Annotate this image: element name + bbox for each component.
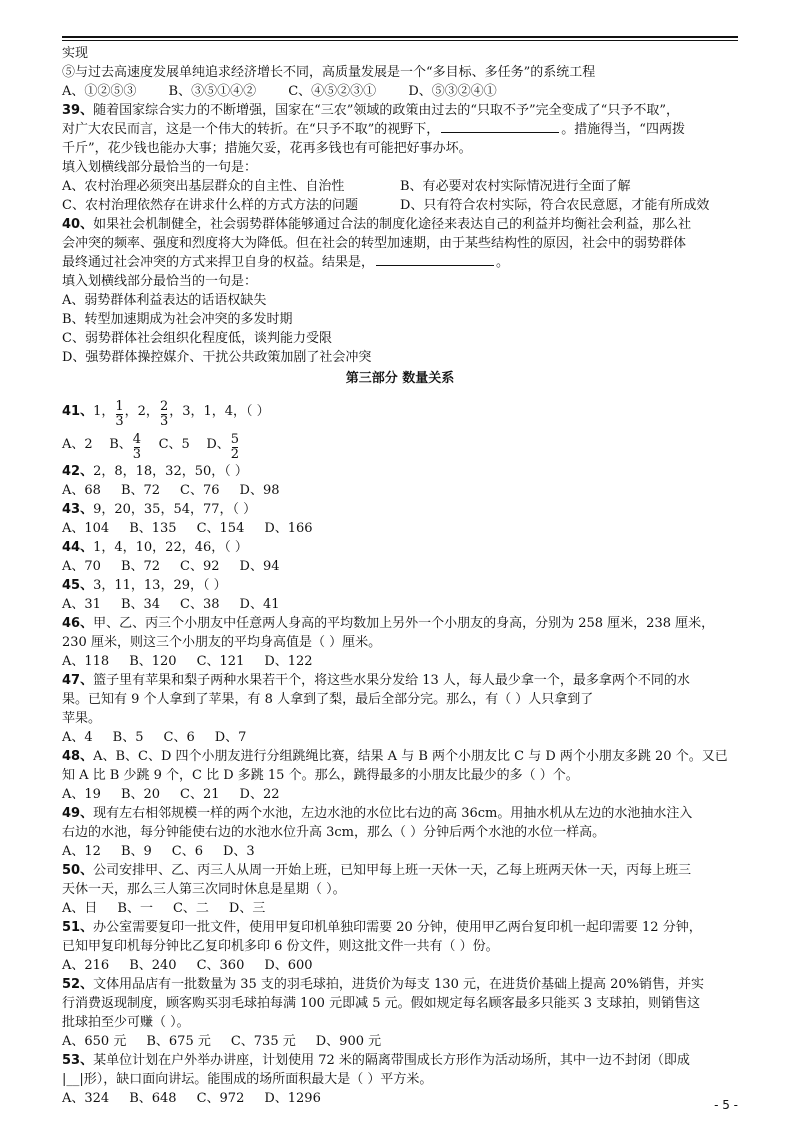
option-a: A、19 [62, 787, 101, 802]
question-number: 40、 [62, 217, 94, 232]
option-c: C、6 [171, 844, 203, 859]
question-number: 48、 [62, 749, 94, 764]
question-line: 苹果。 [62, 711, 102, 726]
question-number: 52、 [62, 977, 94, 992]
option-c: C、38 [180, 597, 220, 612]
option-b: B、72 [120, 483, 161, 498]
question-line: 果。已知有 9 个人拿到了苹果，有 8 人拿到了梨，最后全部分完。那么，有（ ）人只拿到了 [62, 692, 594, 707]
question-47: 47、篮子里有苹果和梨子两种水果若干个，将这些水果分发给 13 人，每人最少拿一个，最多拿两个不同的水 [62, 673, 690, 688]
question-number: 44、 [62, 540, 94, 555]
question-prompt: 填入划横线部分最恰当的一句是： [62, 160, 258, 175]
question-line: 对广大农民而言，这是一个伟大的转折。在“只予不取”的视野下， 。措施得当，“四两拨 [62, 122, 685, 137]
option-row [62, 433, 738, 462]
option-b: B、转型加速期成为社会冲突的多发时期 [62, 312, 293, 327]
option-b: B、③⑤①④② [168, 84, 257, 99]
option-a: A、12 [62, 844, 101, 859]
option-a: A、324 [62, 1091, 110, 1106]
option-row [62, 82, 738, 101]
option-a: A、70 [62, 559, 101, 574]
question-40: 40、如果社会机制健全，社会弱势群体能够通过合法的制度化途径来表达自己的利益并均衡社会利益，那么社 [62, 217, 692, 232]
option-c: C、972 [196, 1091, 245, 1106]
option-row [62, 595, 738, 614]
option-a: A、2 [62, 437, 93, 452]
option-d: D、22 [239, 787, 280, 802]
question-39: 39、随着国家综合实力的不断增强，国家在“三农”领域的政策由过去的“只取不予”完全变成了“只予不取”， [62, 103, 679, 118]
option-b: B、648 [129, 1091, 177, 1106]
fraction: $\frac{2}{3}$ [159, 399, 169, 429]
option-a: A、104 [62, 521, 110, 536]
continuation-line: ⑤与过去高速度发展单纯追求经济增长不同，高质量发展是一个“多目标、多任务”的系统工程 [62, 65, 596, 80]
option-row [62, 899, 738, 918]
question-number: 39、 [62, 103, 94, 118]
answer-blank [441, 120, 559, 133]
option-d: D、三 [228, 901, 266, 916]
option-a: A、68 [62, 483, 101, 498]
option-c: C、5 [158, 437, 190, 452]
option-d: D、 [206, 437, 230, 452]
fraction: $\frac{1}{3}$ [115, 399, 124, 429]
question-45: 45、3，11，13，29，（ ） [62, 578, 227, 593]
option-a: A、4 [62, 730, 93, 745]
question-number: 41、 [62, 404, 94, 419]
question-line: 天休一天，那么三人第三次同时休息是星期（ ）。 [62, 882, 346, 897]
option-d: D、⑤③②④① [408, 84, 497, 99]
question-number: 46、 [62, 616, 94, 631]
question-51: 51、办公室需要复印一批文件，使用甲复印机单独印需要 20 分钟，使用甲乙两台复印机一起印需要 12 分钟， [62, 920, 702, 935]
question-49: 49、现有左右相邻规模一样的两个水池，左边水池的水位比右边的高 36cm。用抽水机从左边的水池抽水注入 [62, 806, 693, 821]
option-c: C、154 [196, 521, 245, 536]
option-row [62, 557, 738, 576]
question-53: 53、某单位计划在户外举办讲座，计划使用 72 米的隔离带围成长方形作为活动场所，其中一边不封闭（即成 [62, 1053, 690, 1068]
header-rule-thick [62, 36, 738, 38]
option-b: B、9 [120, 844, 152, 859]
option-c: C、二 [172, 901, 209, 916]
option-row [62, 842, 738, 861]
option-c: C、76 [180, 483, 220, 498]
option-a: A、日 [62, 901, 98, 916]
option-row [62, 519, 738, 538]
option-row [62, 728, 738, 747]
page-number: - 5 - [714, 1098, 738, 1112]
option-d: D、只有符合农村实际，符合农民意愿，才能有所成效 [400, 198, 710, 213]
question-number: 47、 [62, 673, 94, 688]
option-a: A、650 元 [62, 1034, 127, 1049]
question-46: 46、甲、乙、丙三个小朋友中任意两人身高的平均数加上另外一个小朋友的身高，分别为 258 厘米，238 厘米， [62, 616, 715, 631]
option-d: D、600 [264, 958, 313, 973]
option-c: C、92 [180, 559, 220, 574]
option-c: C、21 [180, 787, 220, 802]
fraction: $\frac{5}{2}$ [230, 432, 240, 462]
question-number: 49、 [62, 806, 94, 821]
option-b: B、 [109, 437, 132, 452]
option-row [62, 956, 738, 975]
option-b: B、一 [117, 901, 153, 916]
option-b: B、240 [129, 958, 177, 973]
question-line: 行消费返现制度，顾客购买羽毛球拍每满 100 元即减 5 元。假如规定每名顾客最多只能买 3 支球拍，则销售这 [62, 996, 701, 1011]
option-d: D、122 [264, 654, 313, 669]
option-row [62, 785, 738, 804]
option-row [62, 1032, 738, 1051]
option-d: D、41 [239, 597, 280, 612]
option-row [62, 1089, 738, 1108]
option-c: C、735 元 [230, 1034, 296, 1049]
question-line: 最终通过社会冲突的方式来捍卫自身的权益。结果是， 。 [62, 255, 510, 270]
option-a: A、弱势群体利益表达的话语权缺失 [62, 293, 267, 308]
option-b: B、34 [120, 597, 161, 612]
continuation-line: 实现 [62, 46, 89, 61]
option-a: A、①②⑤③ [62, 84, 137, 99]
option-c: C、121 [196, 654, 245, 669]
option-row [62, 177, 738, 196]
question-number: 42、 [62, 464, 94, 479]
option-a: A、216 [62, 958, 110, 973]
option-b: B、72 [120, 559, 161, 574]
question-line: |__|形），缺口面向讲坛。能围成的场所面积最大是（ ）平方米。 [62, 1072, 433, 1087]
option-d: D、7 [214, 730, 247, 745]
question-line: 230 厘米，则这三个小朋友的平均身高值是（ ）厘米。 [62, 635, 382, 650]
option-b: B、135 [129, 521, 177, 536]
question-43: 43、9，20，35，54，77，（ ） [62, 502, 257, 517]
question-line: 会冲突的频率、强度和烈度将大为降低。但在社会的转型加速期，由于某些结构性的原因，社会中的弱势群体 [62, 236, 687, 251]
section-title: 第三部分 数量关系 [345, 371, 455, 386]
document-page [62, 44, 738, 1108]
question-42: 42、2，8，18，32，50，（ ） [62, 464, 248, 479]
option-b: B、5 [112, 730, 144, 745]
option-d: D、94 [239, 559, 280, 574]
option-d: D、900 元 [315, 1034, 382, 1049]
option-row [62, 196, 738, 215]
option-b: B、675 元 [146, 1034, 211, 1049]
question-line: 右边的水池，每分钟能使右边的水池水位升高 3cm，那么（ ）分钟后两个水池的水位一样高。 [62, 825, 606, 840]
question-50: 50、公司安排甲、乙、丙三人从周一开始上班，已知甲每上班一天休一天，乙每上班两天休一天，丙每上班三 [62, 863, 692, 878]
question-number: 50、 [62, 863, 94, 878]
question-line: 千斤”，花少钱也能办大事；措施欠妥，花再多钱也有可能把好事办坏。 [62, 141, 472, 156]
option-d: D、98 [239, 483, 280, 498]
option-b: B、有必要对农村实际情况进行全面了解 [400, 179, 631, 194]
question-52: 52、文体用品店有一批数量为 35 支的羽毛球拍，进货价为每支 130 元，在进货价基础上提高 20%销售，并实 [62, 977, 705, 992]
option-c: C、农村治理依然存在讲求什么样的方式方法的问题 [62, 198, 358, 213]
question-number: 45、 [62, 578, 94, 593]
question-number: 53、 [62, 1053, 94, 1068]
option-a: A、农村治理必须突出基层群众的自主性、自治性 [62, 179, 345, 194]
header-rule-thin [62, 40, 738, 41]
question-48: 48、A、B、C、D 四个小朋友进行分组跳绳比赛，结果 A 与 B 两个小朋友比 C 与 D 两个小朋友多跳 20 个。又已 [62, 749, 728, 764]
question-line: 知 A 比 B 少跳 9 个，C 比 D 多跳 15 个。那么，跳得最多的小朋友比最少的多（ ）个。 [62, 768, 579, 783]
option-b: B、120 [129, 654, 177, 669]
question-line: 批球拍至少可赚（ ）。 [62, 1015, 190, 1030]
question-line: 已知甲复印机每分钟比乙复印机多印 6 份文件，则这批文件一共有（ ）份。 [62, 939, 499, 954]
option-d: D、强势群体操控媒介、干扰公共政策加剧了社会冲突 [62, 350, 372, 365]
option-row [62, 652, 738, 671]
option-c: C、④⑤②③① [288, 84, 377, 99]
answer-blank [376, 253, 494, 266]
question-number: 51、 [62, 920, 94, 935]
option-b: B、20 [120, 787, 161, 802]
fraction: $\frac{4}{3}$ [132, 432, 142, 462]
option-d: D、1296 [264, 1091, 321, 1106]
option-row [62, 481, 738, 500]
option-c: C、弱势群体社会组织化程度低，谈判能力受限 [62, 331, 332, 346]
question-prompt: 填入划横线部分最恰当的一句是： [62, 274, 258, 289]
option-d: D、3 [222, 844, 255, 859]
question-number: 43、 [62, 502, 94, 517]
option-c: C、360 [196, 958, 245, 973]
option-d: D、166 [264, 521, 313, 536]
question-44: 44、1，4，10，22，46，（ ） [62, 540, 248, 555]
question-41: 41、1， $\frac{1}{3}$ ，2， $\frac{2}{3}$ ，3，1，4，（ ） [62, 399, 270, 429]
option-c: C、6 [163, 730, 195, 745]
option-a: A、31 [62, 597, 101, 612]
option-a: A、118 [62, 654, 110, 669]
